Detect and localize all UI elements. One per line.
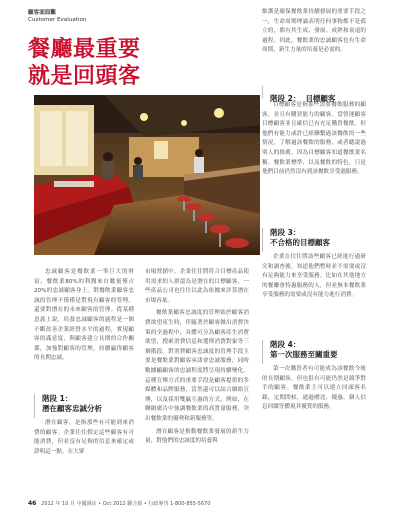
paragraph: 忠誠顧客是餐飲業一筆巨大的財富，餐飲業80%的利潤來自數量僅占20%的忠誠顧客身上。對餐飲業顧客忠誠的管理不僅僅是對現有顧客的管理，還要對潛在的未來顧客的管理。從某種意義上說，培養忠誠顧客的過程是一個不斷改善企業經營水平的過程，實現顧客的滿意度，與顧客建立長期的合作關係，加強對顧客的管理，持續贏得顧客的長期忠誠。 xyxy=(34,269,134,362)
section-label-en: Customer Evaluation xyxy=(28,17,87,23)
step-title: 不合格的目標顧客 xyxy=(270,238,330,247)
article-title xyxy=(28,36,141,90)
step-label: 階段 3： xyxy=(270,228,301,237)
step-1-heading xyxy=(34,394,102,414)
column-3-intro xyxy=(262,8,366,59)
step-label: 階段 1： xyxy=(42,394,73,403)
step-3-heading xyxy=(262,228,330,248)
divider xyxy=(34,394,35,418)
section-label-zh: 顧客面面觀 xyxy=(28,10,56,16)
step-2-body xyxy=(262,101,366,181)
step-label: 階段 2： xyxy=(270,94,301,103)
paragraph: 市場營銷中，企業往往將符合目標產品使用需求的人群認為是潛在的目標顧客，一些產品公司也往往以此為依據來評算潛在市場容量。 xyxy=(145,269,249,304)
page-footer xyxy=(28,500,210,507)
title-line-2: 就是回頭客 xyxy=(28,63,141,89)
step-4-heading xyxy=(262,340,338,360)
title-line-1: 餐廳最重要 xyxy=(28,36,141,62)
divider xyxy=(262,86,263,98)
restaurant-photo xyxy=(34,95,260,255)
page-number: 46 xyxy=(28,500,37,507)
paragraph: 潛在顧客是推動餐飲業發展的新生力量，對他們的忠誠度的培養與 xyxy=(145,428,249,445)
step-1-body xyxy=(34,419,134,460)
step-title: 目標顧客 xyxy=(305,94,336,103)
paragraph: 潛在顧客，是指那些有可能到來消費的顧客。企業往往假定這些顧客有可能消費，但並沒有足夠的信息來確定或證明這一點。在大眾 xyxy=(34,420,134,455)
footer-text: 2012 年 10 月 中國酒店 • Oct 2012 聯合報 • 行政專刊 1-800-855-5670 xyxy=(41,501,211,507)
divider xyxy=(262,340,263,364)
step-title: 潛在顧客忠誠分析 xyxy=(42,404,102,413)
step-title: 第一次服務至關重要 xyxy=(270,350,338,359)
paragraph: 目標顧客是指那些需要餐飲服務的顧客，並且有購買能力的顧客。當營運顧客目標顧客並且確信已有充足購買餐飲，但他們有能力或許已經聯繫過該餐飲的一些情況，了解過該餐飲的服務，或者聽說過別人的推薦。因為目標顧客知道餐飲業名稱、餐飲業標準、以及餐飲的特色，只是他們目前仍然沒有到該餐飲享受過服務。 xyxy=(262,102,366,176)
column-1 xyxy=(34,268,134,367)
paragraph: 企業在往往將該些顧客已經進行過研究和調查後，知道他們暫時並不需要或沒有足夠能力來享受服務。比如在其他地方的餐廳會特惠服務的人，但並無本餐飲業享受服務的需要或沒有能力進行消費。 xyxy=(262,254,366,299)
step-4-body xyxy=(262,365,366,416)
divider xyxy=(262,228,263,252)
section-label xyxy=(28,10,86,24)
column-2 xyxy=(145,268,249,450)
step-label: 階段 4： xyxy=(270,340,301,349)
step-3-body xyxy=(262,253,366,304)
paragraph: 餐飲業顧客忠誠度的管理始於顧客消費欲望產生時，伴隨著於顧客做出消費決策的全過程中，具體可分為顧客產生消費欲望，搜索消費信息和選擇消費對象等三個階段。對消費顧客忠誠度的管理手段主要是餐飲業對顧客承諾會忠誠服務，同時數據顯顧客的忠誠程度將呈現持續變化。這種宣傳方式的重要手段是顧客提供的多媒體和品牌服務，當然還可以結合網絡宣傳，以及採用雙贏互惠的方式。例如，在聯網廣告中強調餐飲業的高質量服務，突出餐飲業的優勢和新服務等。 xyxy=(145,310,249,422)
paragraph: 維護是確保餐飲業持續發展的重要手段之一，生命周期理論表明任何事物都不是孤立的，都有其生成、發展、成熟和衰退的過程。因此，餐飲業的忠誠顧客也有生命周期，新生力量的培養是必需的。 xyxy=(262,9,366,54)
paragraph: 第一次購買者有可能成為該餐飲今後的長期顧客，但也很有可能仍然是競爭對手的顧客。餐飲業主可以建立回頭客名錄，定期問候、通過贈送、優惠、個人信息回饋等體現其優質的服務。 xyxy=(262,366,366,411)
